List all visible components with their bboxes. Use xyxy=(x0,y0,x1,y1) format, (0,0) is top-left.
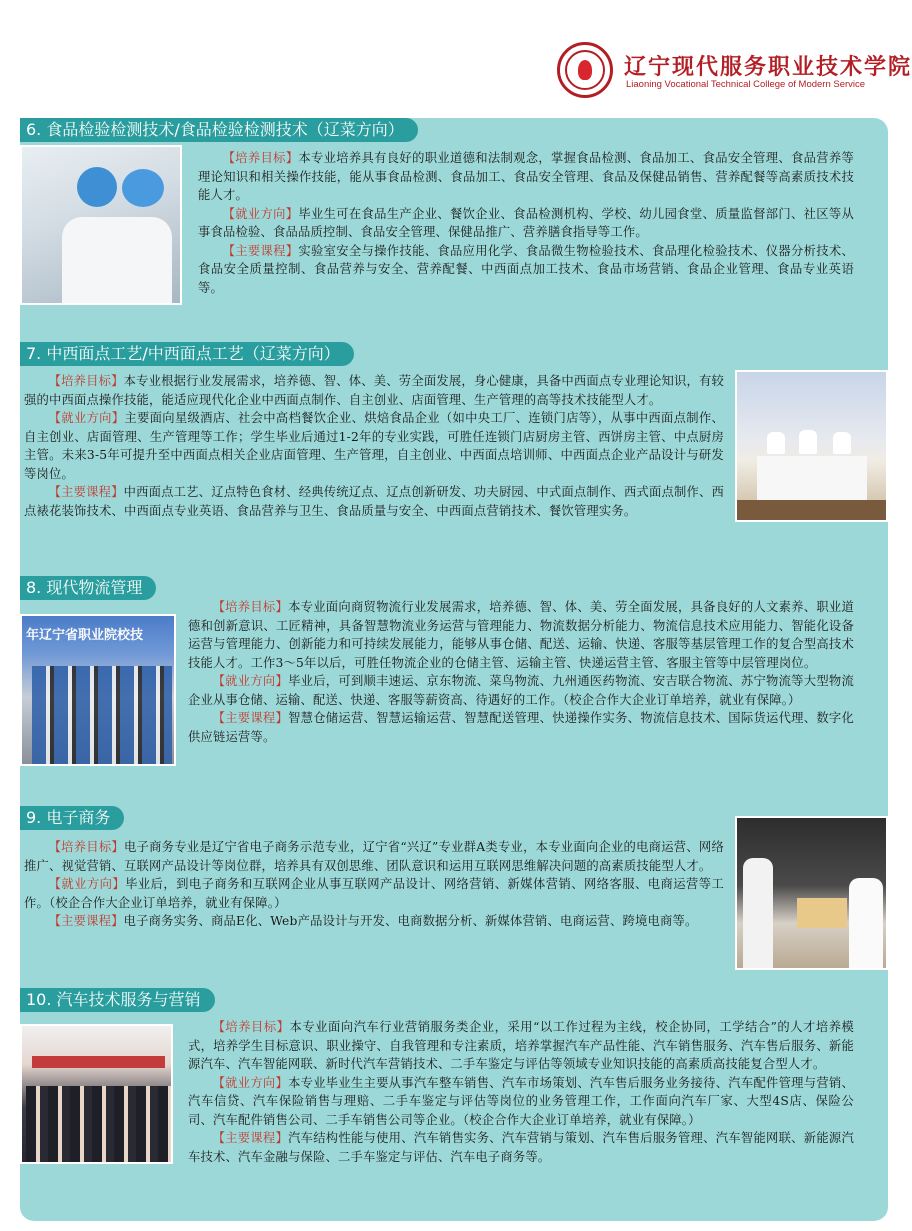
section-body-ecommerce xyxy=(24,838,724,931)
training-goal-paragraph xyxy=(188,598,854,672)
employment-paragraph xyxy=(188,672,854,709)
section-title-food-testing: 6. 食品检验检测技术/食品检验检测技术（辽菜方向） xyxy=(20,118,418,142)
courses-paragraph xyxy=(188,1129,854,1166)
employment-paragraph xyxy=(24,875,724,912)
courses-paragraph xyxy=(198,242,854,298)
tag-training-goal: 【培养目标】 xyxy=(212,1020,290,1034)
courses-paragraph xyxy=(188,709,854,746)
employment-paragraph xyxy=(24,409,724,483)
section-body-food-testing xyxy=(198,149,854,297)
training-goal-paragraph xyxy=(24,838,724,875)
employment-text: 毕业后，可到顺丰速运、京东物流、菜鸟物流、九州通医药物流、安吉联合物流、苏宁物流等大型物流企业从事仓储、运输、配送、快递、客服等薪资高、待遇好的工作。（校企合作大企业订单培养，就业有保障。） xyxy=(188,674,854,707)
section-title-auto: 10. 汽车技术服务与营销 xyxy=(20,988,215,1012)
section-title-logistics: 8. 现代物流管理 xyxy=(20,576,156,600)
section-body-logistics xyxy=(188,598,854,746)
tag-training-goal: 【培养目标】 xyxy=(48,840,124,854)
section-title-ecommerce: 9. 电子商务 xyxy=(20,806,124,830)
training-goal-paragraph xyxy=(24,372,724,409)
tag-employment: 【就业方向】 xyxy=(212,674,289,688)
tag-training-goal: 【培养目标】 xyxy=(48,374,124,388)
training-goal-paragraph xyxy=(188,1018,854,1074)
training-goal-text: 本专业面向汽车行业营销服务类企业，采用“以工作过程为主线，校企协同，工学结合”的人才培养模式，培养学生目标意识、职业操守、自我管理和专注素质，培养掌握汽车产品性能、汽车销售服务、汽车售后服务、新能源汽车、汽车智能网联、新时代汽车营销技术、二手车鉴定与评估等领域专业知识技能的高素质高技能复合型人才。 xyxy=(188,1020,855,1071)
courses-text: 汽车结构性能与使用、汽车销售实务、汽车营销与策划、汽车售后服务管理、汽车智能网联、新能源汽车技术、汽车金融与保险、二手车鉴定与评估、汽车电子商务等。 xyxy=(188,1131,854,1164)
courses-text: 中西面点工艺、辽点特色食材、经典传统辽点、辽点创新研发、功夫厨园、中式面点制作、西式面点制作、西点裱花装饰技术、中西面点专业英语、食品营养与卫生、食品质量与安全、中西面点营销技术、餐饮管理实务。 xyxy=(24,485,724,518)
section-title-pastry: 7. 中西面点工艺/中西面点工艺（辽菜方向） xyxy=(20,342,354,366)
training-goal-text: 本专业培养具有良好的职业道德和法制观念，掌握食品检测、食品加工、食品安全管理、食品营养等理论知识和相关操作技能，能从事食品检测、食品加工、食品安全管理、食品及保健品销售、营养配餐等高素质技术技能人才。 xyxy=(198,151,855,202)
tag-courses: 【主要课程】 xyxy=(48,914,124,928)
flame-icon xyxy=(578,60,592,80)
auto-class-group-photo xyxy=(20,1024,173,1164)
employment-text: 毕业后，到电子商务和互联网企业从事互联网产品设计、网络营销、新媒体营销、网络客服、电商运营等工作。（校企合作大企业订单培养，就业有保障。） xyxy=(24,877,725,910)
tag-employment: 【就业方向】 xyxy=(48,877,126,891)
training-goal-text: 本专业面向商贸物流行业发展需求，培养德、智、体、美、劳全面发展，具备良好的人文素养、职业道德和创新意识、工匠精神，具备智慧物流业务运营与管理能力、物流数据分析能力、物流信息技术应用能力、智能化设备运营与管理能力、创新能力和可持续发展能力，能够从事仓储、配送、运输、快递、客服等基层管理工作的复合型高技术技能人才。工作3～5年以后，可胜任物流企业的仓储主管、运输主管、快递运营主管、客服主管等中层管理岗位。 xyxy=(188,600,854,670)
logistics-banner-text: 年辽宁省职业院校技 xyxy=(26,628,144,643)
courses-paragraph xyxy=(24,912,724,931)
employment-text: 本专业毕业生主要从事汽车整车销售、汽车市场策划、汽车售后服务业务接待、汽车配件管理与营销、汽车信贷、汽车保险销售与理赔、二手车鉴定与评估等岗位的业务管理工作，工作面向汽车厂家、大型4S店、保险公司、汽车配件销售公司、二手车销售公司等企业。（校企合作大企业订单培养，就业有保障。） xyxy=(188,1075,854,1127)
college-logo xyxy=(557,42,613,98)
logo-ring-icon xyxy=(565,50,605,90)
ecommerce-livestream-photo xyxy=(735,816,888,970)
pastry-chef-photo xyxy=(735,370,888,522)
tag-courses: 【主要课程】 xyxy=(212,1131,289,1145)
courses-paragraph xyxy=(24,483,724,520)
employment-text: 主要面向星级酒店、社会中高档餐饮企业、烘焙食品企业（如中央工厂、连锁门店等），从事中西面点制作、自主创业、店面管理、生产管理等工作；学生毕业后通过1-2年的专业实践，可胜任连锁门店厨房主管、西饼房主管、中点厨房主管。未来3-5年可提升至中西面点相关企业店面管理、生产管理，自主创业、中西面点培训师、中西面点企业产品设计与研发等岗位。 xyxy=(24,411,725,481)
tag-employment: 【就业方向】 xyxy=(48,411,125,425)
section-body-pastry xyxy=(24,372,724,520)
school-name-en: Liaoning Vocational Technical College of Modern Service xyxy=(626,79,866,90)
courses-text: 智慧仓储运营、智慧运输运营、智慧配送管理、快递操作实务、物流信息技术、国际货运代理、数字化供应链运营等。 xyxy=(188,711,854,744)
employment-paragraph xyxy=(198,205,854,242)
section-body-auto xyxy=(188,1018,854,1166)
courses-text: 实验室安全与操作技能、食品应用化学、食品微生物检验技术、食品理化检验技术、仪器分析技术、食品安全质量控制、食品营养与安全、营养配餐、中西面点加工技术、食品市场营销、食品企业管理、食品专业英语等。 xyxy=(198,243,855,295)
courses-text: 电子商务实务、商品E化、Web产品设计与开发、电商数据分析、新媒体营销、电商运营、跨境电商等。 xyxy=(123,914,698,928)
tag-courses: 【主要课程】 xyxy=(212,711,289,725)
food-lab-photo xyxy=(20,145,182,305)
school-name-cn: 辽宁现代服务职业技术学院 xyxy=(624,54,912,80)
training-goal-text: 电子商务专业是辽宁省电子商务示范专业，辽宁省“兴辽”专业群A类专业，本专业面向企业的电商运营、网络推广、视觉营销、互联网产品设计等岗位群，培养具有双创思维、团队意识和运用互联网思维解决问题的高素质技能型人才。 xyxy=(24,840,724,873)
tag-courses: 【主要课程】 xyxy=(222,243,299,258)
employment-text: 毕业生可在食品生产企业、餐饮企业、食品检测机构、学校、幼儿园食堂、质量监督部门、社区等从事食品检验、食品品质控制、食品安全管理、保健品推广、营养膳食指导等工作。 xyxy=(198,206,855,239)
page-header xyxy=(0,0,912,112)
tag-employment: 【就业方向】 xyxy=(222,206,299,221)
employment-paragraph xyxy=(188,1074,854,1130)
training-goal-text: 本专业根据行业发展需求，培养德、智、体、美、劳全面发展，身心健康，具备中西面点专业理论知识，有较强的中西面点操作技能，能适应现代化企业中西面点制作、自主创业、店面管理、生产管理的高等技术技能型人才。 xyxy=(24,374,724,407)
tag-training-goal: 【培养目标】 xyxy=(222,151,299,165)
training-goal-paragraph xyxy=(198,149,854,205)
logistics-team-photo xyxy=(20,614,176,766)
tag-training-goal: 【培养目标】 xyxy=(212,600,289,614)
tag-employment: 【就业方向】 xyxy=(212,1075,289,1090)
tag-courses: 【主要课程】 xyxy=(48,485,124,499)
